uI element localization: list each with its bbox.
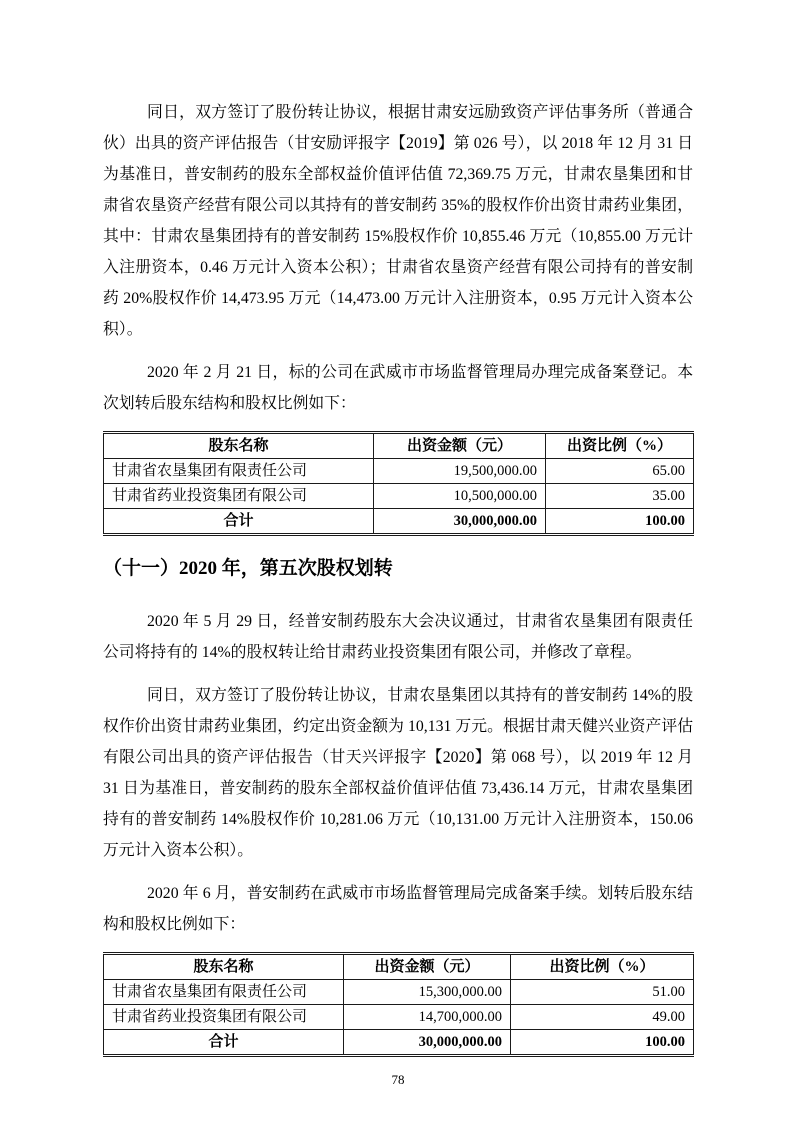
column-header-capital-ratio: 出资比例（%） <box>546 433 694 459</box>
column-header-shareholder-name: 股东名称 <box>104 954 344 980</box>
cell-capital-amount: 14,700,000.00 <box>344 1005 511 1030</box>
paragraph-2020-05-resolution: 2020 年 5 月 29 日，经普安制药股东大会决议通过，甘肃省农垦集团有限责任公司将持有的 14%的股权转让给甘肃药业投资集团有限公司，并修改了章程。 <box>103 613 693 661</box>
table-row <box>104 1005 694 1030</box>
cell-total-label: 合计 <box>104 1030 344 1056</box>
paragraph-2020-transfer-agreement: 同日，双方签订了股份转让协议，甘肃农垦集团以其持有的普安制药 14%的股权作价出资甘肃药业集团，约定出资金额为 10,131 万元。根据甘肃天健兴业资产评估有限公司出具的资产评估报告（甘天兴评报字【2020】第 068 号），以 2019 年 12 月 31 日为基准日，普安制药的股东全部权益价值评估值 73,436.14 万元，甘肃农垦集团持有的普安制药 14%股权作价 10,281.06 万元（10,131.00 万元计入注册资本，150.06 万元计入资本公积）。 <box>103 687 693 859</box>
column-header-shareholder-name: 股东名称 <box>104 433 374 459</box>
cell-capital-ratio: 35.00 <box>546 484 694 509</box>
cell-total-label: 合计 <box>104 509 374 535</box>
table-row <box>104 980 694 1005</box>
shareholding-table-after-fifth-transfer <box>103 952 694 1057</box>
table-row <box>104 484 694 509</box>
cell-capital-amount: 10,500,000.00 <box>374 484 546 509</box>
page-number: 78 <box>391 1072 405 1087</box>
cell-shareholder-name: 甘肃省药业投资集团有限公司 <box>104 1005 344 1030</box>
shareholding-table-after-2020-02-transfer <box>103 431 694 536</box>
paragraph-2020-06-filing: 2020 年 6 月，普安制药在武威市市场监督管理局完成备案手续。划转后股东结构和股权比例如下： <box>103 885 693 933</box>
cell-capital-amount: 15,300,000.00 <box>344 980 511 1005</box>
cell-capital-ratio: 65.00 <box>546 459 694 484</box>
paragraph-2020-02-registration: 2020 年 2 月 21 日，标的公司在武威市市场监督管理局办理完成备案登记。本次划转后股东结构和股权比例如下： <box>103 364 693 412</box>
table-total-row <box>104 509 694 535</box>
cell-total-ratio: 100.00 <box>546 509 694 535</box>
cell-capital-ratio: 51.00 <box>511 980 694 1005</box>
cell-shareholder-name: 甘肃省药业投资集团有限公司 <box>104 484 374 509</box>
table-row <box>104 459 694 484</box>
paragraph-2019-transfer-agreement: 同日，双方签订了股份转让协议，根据甘肃安远励致资产评估事务所（普通合伙）出具的资产评估报告（甘安励评报字【2019】第 026 号），以 2018 年 12 月 31 日为基准日，普安制药的股东全部权益价值评估值 72,369.75 万元，甘肃农垦集团和甘肃省农垦资产经营有限公司以其持有的普安制药 35%的股权作价出资甘肃药业集团，其中：甘肃农垦集团持有的普安制药 15%股权作价 10,855.46 万元（10,855.00 万元计入注册资本，0.46 万元计入资本公积）；甘肃省农垦资产经营有限公司持有的普安制药 20%股权作价 14,473.95 万元（14,473.00 万元计入注册资本，0.95 万元计入资本公积）。 <box>103 104 693 338</box>
column-header-capital-ratio: 出资比例（%） <box>511 954 694 980</box>
table-header-row <box>104 433 694 459</box>
table-header-row <box>104 954 694 980</box>
cell-total-ratio: 100.00 <box>511 1030 694 1056</box>
cell-total-amount: 30,000,000.00 <box>344 1030 511 1056</box>
column-header-capital-amount: 出资金额（元） <box>374 433 546 459</box>
table-total-row <box>104 1030 694 1056</box>
column-header-capital-amount: 出资金额（元） <box>344 954 511 980</box>
cell-shareholder-name: 甘肃省农垦集团有限责任公司 <box>104 459 374 484</box>
cell-total-amount: 30,000,000.00 <box>374 509 546 535</box>
cell-capital-ratio: 49.00 <box>511 1005 694 1030</box>
cell-shareholder-name: 甘肃省农垦集团有限责任公司 <box>104 980 344 1005</box>
section-heading-fifth-equity-transfer: （十一）2020 年，第五次股权划转 <box>103 558 393 579</box>
cell-capital-amount: 19,500,000.00 <box>374 459 546 484</box>
